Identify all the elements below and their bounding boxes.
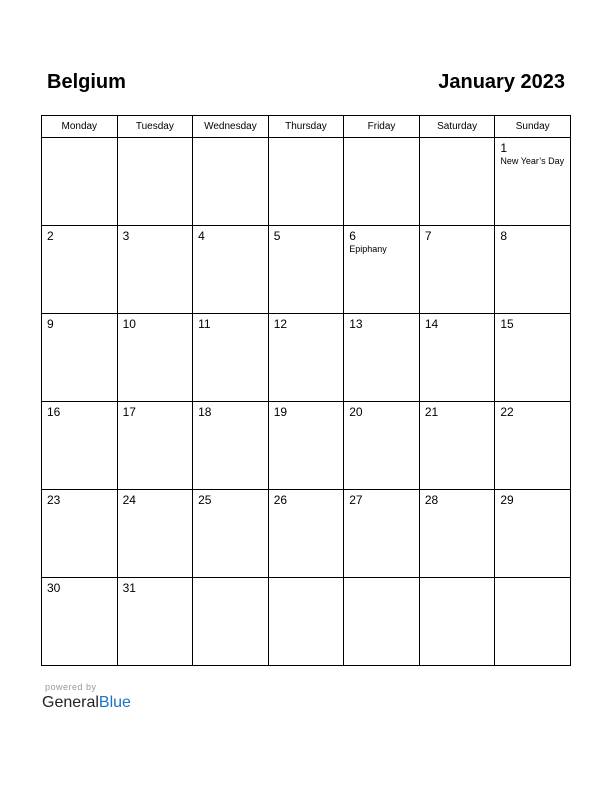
weekday-header: Thursday xyxy=(268,116,344,138)
day-number: 14 xyxy=(424,317,439,331)
calendar-day-cell xyxy=(42,490,118,578)
calendar-day-cell xyxy=(193,402,269,490)
calendar-day-cell xyxy=(495,402,571,490)
calendar-day-cell xyxy=(193,490,269,578)
weekday-header: Friday xyxy=(344,116,420,138)
day-number: 2 xyxy=(47,229,54,243)
calendar-day-cell xyxy=(117,138,193,226)
day-number: 31 xyxy=(122,581,136,595)
day-number: 13 xyxy=(349,317,363,331)
calendar-day-cell xyxy=(419,490,495,578)
month-title: January 2023 xyxy=(438,71,565,93)
day-number: 5 xyxy=(273,229,281,243)
calendar-day-cell xyxy=(193,226,269,314)
weekday-header: Sunday xyxy=(495,116,571,138)
calendar-day-cell xyxy=(42,314,118,402)
brand-general-text: General xyxy=(42,694,99,711)
calendar-day-cell xyxy=(419,578,495,666)
calendar-grid xyxy=(41,115,571,666)
calendar-day-cell xyxy=(344,490,420,578)
calendar-day-cell xyxy=(495,578,571,666)
calendar-day-cell xyxy=(419,402,495,490)
calendar-day-cell xyxy=(344,578,420,666)
calendar-day-cell xyxy=(117,226,193,314)
day-number: 28 xyxy=(424,493,439,507)
calendar-day-cell xyxy=(495,490,571,578)
calendar-week-row xyxy=(42,226,571,314)
calendar-day-cell xyxy=(193,578,269,666)
calendar-week-row xyxy=(42,490,571,578)
calendar-day-cell xyxy=(117,314,193,402)
calendar-day-cell xyxy=(495,314,571,402)
calendar-week-row xyxy=(42,402,571,490)
calendar-day-cell xyxy=(344,138,420,226)
day-number: 17 xyxy=(122,405,136,419)
day-number: 19 xyxy=(273,405,288,419)
calendar-day-cell xyxy=(268,578,344,666)
day-number: 11 xyxy=(198,317,211,331)
holiday-label: Epiphany xyxy=(349,244,387,254)
calendar-day-cell xyxy=(268,138,344,226)
weekday-header: Wednesday xyxy=(193,116,269,138)
calendar-day-cell xyxy=(117,402,193,490)
calendar-day-cell xyxy=(117,578,193,666)
country-title: Belgium xyxy=(47,71,126,93)
calendar-day-cell xyxy=(42,226,118,314)
calendar-day-cell xyxy=(193,138,269,226)
day-number: 9 xyxy=(47,317,54,331)
day-number: 16 xyxy=(47,405,61,419)
calendar-day-cell xyxy=(495,138,571,226)
calendar-day-cell xyxy=(344,314,420,402)
calendar-week-row xyxy=(42,314,571,402)
calendar-day-cell xyxy=(268,314,344,402)
brand-logo[interactable] xyxy=(42,694,131,712)
day-number: 18 xyxy=(198,405,212,419)
calendar-day-cell xyxy=(193,314,269,402)
calendar-day-cell xyxy=(268,226,344,314)
day-number: 3 xyxy=(122,229,130,243)
holiday-label: New Year’s Day xyxy=(500,156,565,166)
calendar-day-cell xyxy=(117,490,193,578)
day-number: 15 xyxy=(500,317,514,331)
calendar-day-cell xyxy=(268,490,344,578)
weekday-header: Tuesday xyxy=(117,116,193,138)
day-number: 12 xyxy=(273,317,288,331)
day-number: 20 xyxy=(349,405,363,419)
powered-by-label: powered by xyxy=(45,682,97,692)
day-number: 21 xyxy=(424,405,439,419)
calendar-day-cell xyxy=(495,226,571,314)
calendar-day-cell xyxy=(42,578,118,666)
calendar-day-cell xyxy=(344,402,420,490)
weekday-header: Saturday xyxy=(419,116,495,138)
day-number: 23 xyxy=(47,493,61,507)
calendar-day-cell xyxy=(419,314,495,402)
calendar-day-cell xyxy=(419,226,495,314)
calendar-day-cell xyxy=(42,402,118,490)
day-number: 6 xyxy=(349,229,356,243)
day-number: 1 xyxy=(500,141,508,155)
day-number: 30 xyxy=(47,581,61,595)
weekday-header: Monday xyxy=(42,116,118,138)
calendar-week-row xyxy=(42,578,571,666)
day-number: 8 xyxy=(500,229,508,243)
day-number: 29 xyxy=(500,493,514,507)
day-number: 22 xyxy=(500,405,514,419)
calendar-day-cell xyxy=(268,402,344,490)
day-number: 26 xyxy=(273,493,288,507)
day-number: 7 xyxy=(424,229,432,243)
calendar-day-cell xyxy=(419,138,495,226)
calendar-day-cell xyxy=(344,226,420,314)
calendar-week-row xyxy=(42,138,571,226)
calendar-day-cell xyxy=(42,138,118,226)
day-number: 4 xyxy=(198,229,205,243)
day-number: 27 xyxy=(349,493,363,507)
weekday-header-row xyxy=(42,116,571,138)
brand-blue-text: Blue xyxy=(98,694,131,711)
day-number: 25 xyxy=(198,493,212,507)
day-number: 24 xyxy=(122,493,136,507)
day-number: 10 xyxy=(122,317,136,331)
